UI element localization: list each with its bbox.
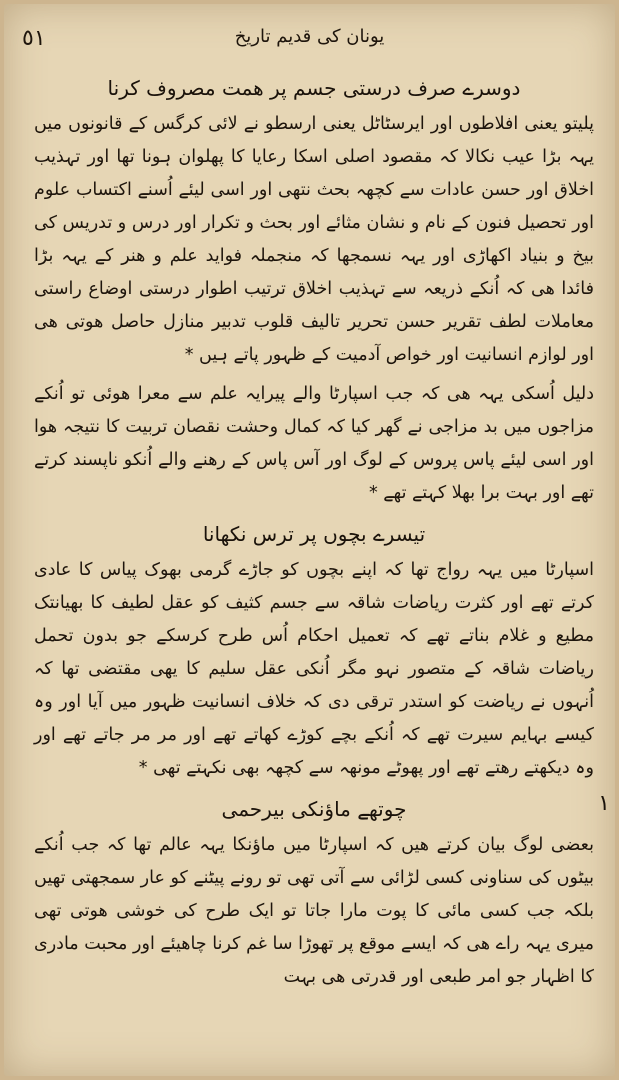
section-heading: تیسرے بچوں پر ترس نکهانا [202,522,426,546]
paragraph: بعضی لوگ بیان کرتے هیں کہ اسپارٹا میں ماؤنکا یہہ عالم تها کہ جب اُنکے بیٹوں کی سناونی کسی لڑائی سے آتی تهی تو رونے پیٹنے کو عار سمجهتی تهیں بلکہ جب کسی مائی کا پوت مارا جاتا تو ایک طرح کی خوشی هوتی تهی میری یہہ راے هی کہ ایسے موقع پر تهوڑا سا غم کرنا چاهیئے اور محبت مادری کا اظہار جو امر طبعی اور قدرتی هی بہت [34,835,594,987]
page-body [34,72,610,1000]
page-number: ٥١ [22,26,46,51]
book-page [4,4,615,1076]
section-heading-wrap [34,791,610,821]
section-heading: دوسرے صرف درستی جسم پر همت مصروف کرنا [107,76,521,100]
margin-marker: ١ [598,791,610,816]
paragraph: پلیتو یعنی افلاطوں اور ایرسٹاٹل یعنی ارسطو نے لائی کرگس کے قانونوں میں یہہ بڑا عیب نکالا کہ مقصود اصلی اسکا رعایا کا پهلوان ہونا تها اور تہذیب اخلاق اور حسن عادات سے کچهہ بحث نتهی اور اسی لیئے اُسنے اکتساب علوم اور تحصیل فنون کے نام و نشان مثائے اور بحث و تکرار اور درس و تدریس کی بیخ و بنیاد اکهاڑی اور یہہ نسمجها کہ منجملہ فواید علم و هنر کے یہہ بڑا فائدا هی کہ اُنکے ذریعہ سے تہذیب اخلاق ترتیب اطوار درستی اوضاع راستی معاملات لطف تقریر حسن تحریر تالیف قلوب تدبیر منازل حاصل هوتی هی اور لوازم انسانیت اور خواص آدمیت کے ظہور پاتے ہیں * [34,114,594,365]
paragraph: دلیل اُسکی یہہ هی کہ جب اسپارٹا والے پیرایہ علم سے معرا هوئی تو اُنکے مزاجوں میں بد مزاجی نے گهر کیا کہ کمال وحشت نقصان تربیت کا نتیجہ هوا اور اسی لیئے پاس پروس کے لوگ اور آس پاس کے رهنے والے اُنکو ناپسند کرتے تهے اور بہت برا بهلا کہتے تهے * [34,384,594,503]
paragraph: اسپارٹا میں یہہ رواج تها کہ اپنے بچوں کو جاڑے گرمی بهوک پیاس کا عادی کرتے تهے اور کثرت ریاضات شاقہ سے جسم کثیف کو عقل لطیف کا بهیانتک مطیع و غلام بناتے تهے کہ تعمیل احکام اُس طرح کرسکے جو بدون تحمل ریاضات شاقہ کے متصور نہو مگر اُنکی عقل سلیم کا یهی مقتضی تها کہ اُنہوں نے ریاضت کو استدر ترقی دی کہ خلاف انسانیت ظہور میں آیا اور وہ کیسے بہایم سیرت تهے کہ اُنکے بچے کوڑے کهاتے تهے اور مر مر جاتے تهے اور وہ دیکهتے رهتے تهے اور پهوٹے مونهہ سے کچهہ بهی نکہتے تهی * [34,560,594,778]
section-heading: چوتهے ماؤنکی بیرحمی [221,797,407,821]
running-title: یونان کی قدیم تاریخ [234,26,385,47]
page-header [4,26,615,66]
